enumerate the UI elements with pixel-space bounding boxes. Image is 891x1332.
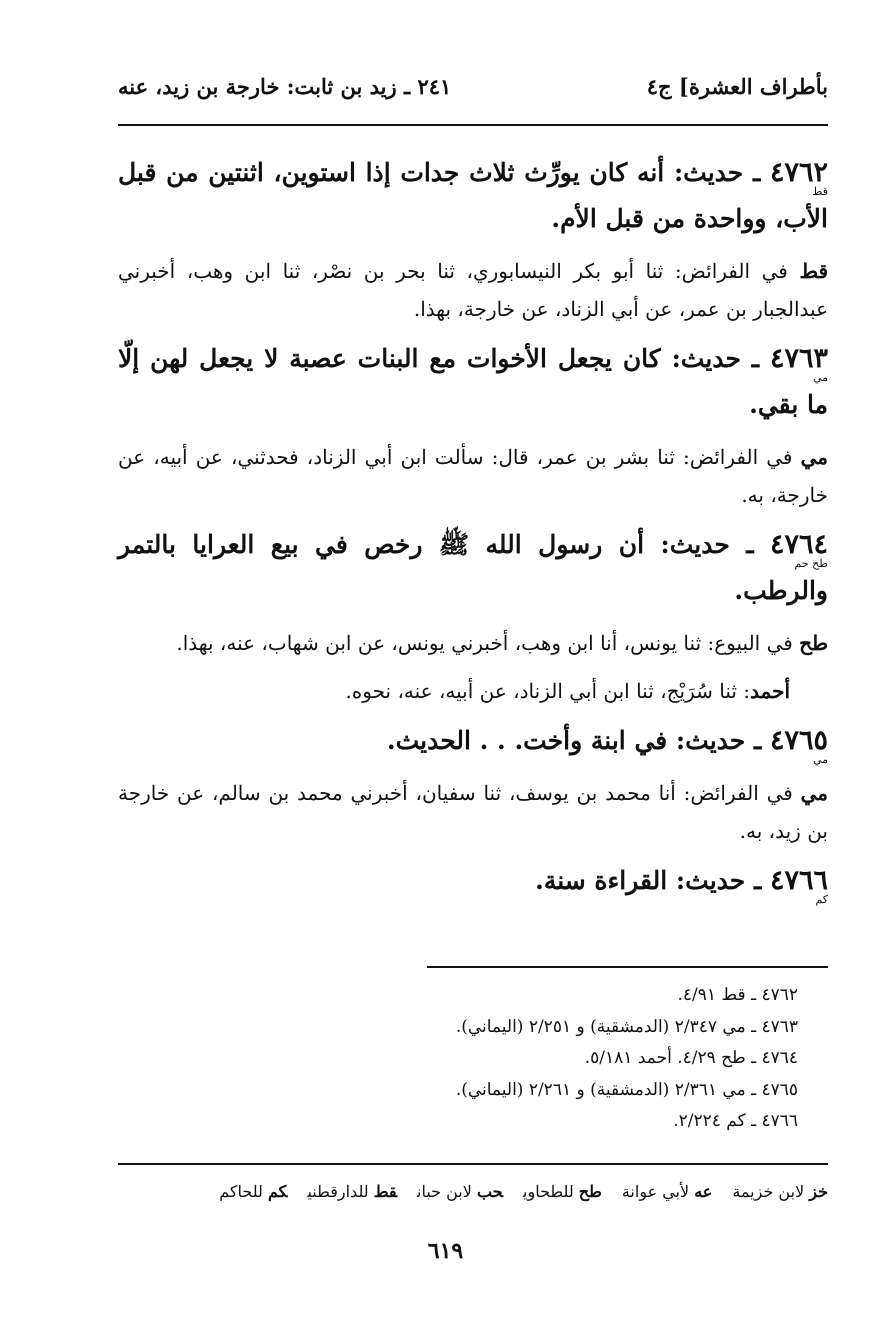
abbreviation-item xyxy=(417,1182,503,1201)
hadith-headline xyxy=(118,336,828,428)
abbreviation-rule xyxy=(118,1163,828,1165)
hadith-text: ـ حديث: القراءة سنة. xyxy=(535,866,770,895)
abbreviation-item xyxy=(523,1182,602,1201)
footnote-line: ٤٧٦٣ ـ مي ٢/٣٤٧ (الدمشقية) و ٢/٢٥١ (اليماني). xyxy=(455,1016,798,1037)
isnad-source: طح xyxy=(799,631,828,655)
source-siglum: كم xyxy=(815,893,828,906)
abbreviation-code: قط xyxy=(373,1182,397,1201)
source-siglum: مي xyxy=(812,753,828,766)
isnad-source: قط xyxy=(799,259,828,283)
abbreviation-code: عه xyxy=(694,1182,713,1201)
hadith-number: ٤٧٦٤ xyxy=(769,529,828,560)
footnote-line: ٤٧٦٥ ـ مي ٢/٣٦١ (الدمشقية) و ٢/٢٦١ (اليماني). xyxy=(455,1079,798,1100)
abbreviation-name: لأبي عوانة xyxy=(621,1182,695,1201)
hadith-entry xyxy=(118,150,828,328)
hadith-number: ٤٧٦٢ xyxy=(769,157,828,188)
abbreviation-code: طح xyxy=(578,1182,602,1201)
abbreviation-item xyxy=(307,1182,397,1201)
hadith-entry xyxy=(118,858,828,904)
isnad-source: مي xyxy=(800,781,828,805)
abbreviation-name: للدارقطني xyxy=(307,1182,374,1201)
hadith-entry xyxy=(118,522,828,710)
hadith-number: ٤٧٦٦ xyxy=(769,865,828,896)
hadith-text: ـ حديث: أن رسول الله ﷺ رخص في بيع العرايا بالتمر والرطب. xyxy=(118,530,828,605)
hadith-headline xyxy=(118,718,828,764)
footnote-rule xyxy=(427,966,828,968)
header-rule xyxy=(118,124,828,126)
isnad-source: أحمد xyxy=(750,679,790,703)
hadith-entry xyxy=(118,336,828,514)
abbreviation-item xyxy=(622,1182,713,1201)
abbreviation-name: لابن خزيمة xyxy=(732,1182,810,1201)
hadith-text: ـ حديث: أنه كان يورِّث ثلاث جدات إذا استوين، اثنتين من قبل الأب، وواحدة من قبل الأم. xyxy=(118,158,828,233)
isnad-text: في الفرائض: ثنا أبو بكر النيسابوري، ثنا بحر بن نصْر، ثنا ابن وهب، أخبرني عبدالجبار بن عمر، عن أبي الزناد، عن خارجة، بهذا. xyxy=(118,259,828,321)
header-chapter-title: ٢٤١ ـ زيد بن ثابت: خارجة بن زيد، عنه xyxy=(118,74,452,99)
isnad-paragraph xyxy=(118,624,828,662)
hadith-number: ٤٧٦٣ xyxy=(769,343,828,374)
abbreviation-code: كم xyxy=(267,1182,288,1201)
source-siglum: مي xyxy=(812,371,828,384)
header-book-title: بأطراف العشرة] ج٤ xyxy=(646,74,828,99)
abbreviation-item xyxy=(219,1182,287,1201)
main-text xyxy=(118,150,828,904)
abbreviation-name: للطحاوي xyxy=(523,1182,579,1201)
page-number: ٦١٩ xyxy=(427,1238,464,1264)
footnote-line: ٤٧٦٦ ـ كم ٢/٢٢٤. xyxy=(673,1111,798,1131)
source-siglum: طح حم xyxy=(794,557,828,570)
hadith-entry xyxy=(118,718,828,850)
running-header xyxy=(118,74,828,110)
abbreviation-code: خز xyxy=(809,1182,828,1201)
abbreviation-key xyxy=(118,1182,828,1201)
abbreviation-name: لابن حبان xyxy=(416,1182,477,1201)
hadith-headline xyxy=(118,858,828,904)
hadith-headline xyxy=(118,150,828,242)
hadith-text: ـ حديث: كان يجعل الأخوات مع البنات عصبة لا يجعل لهن إلّا ما بقي. xyxy=(118,344,828,419)
isnad-paragraph xyxy=(118,252,828,328)
abbreviation-item xyxy=(732,1182,828,1201)
footnote-line: ٤٧٦٤ ـ طح ٤/٢٩. أحمد ٥/١٨١. xyxy=(584,1048,798,1068)
hadith-number: ٤٧٦٥ xyxy=(769,725,828,756)
footnotes xyxy=(118,980,828,1138)
abbreviation-name: للحاكم xyxy=(219,1182,268,1201)
source-siglum: قط xyxy=(812,185,828,198)
isnad-text: : ثنا سُرَيْج، ثنا ابن أبي الزناد، عن أبيه، عنه، نحوه. xyxy=(345,679,751,703)
footnote-line: ٤٧٦٢ ـ قط ٤/٩١. xyxy=(677,985,798,1005)
isnad-text: في الفرائض: ثنا بشر بن عمر، قال: سألت ابن أبي الزناد، فحدثني، عن أبيه، عن خارجة، به. xyxy=(118,445,828,507)
isnad-text: في البيوع: ثنا يونس، أنا ابن وهب، أخبرني يونس، عن ابن شهاب، عنه، بهذا. xyxy=(176,631,800,655)
hadith-headline xyxy=(118,522,828,614)
isnad-paragraph xyxy=(118,774,828,850)
abbreviation-code: حب xyxy=(476,1182,504,1201)
isnad-text: في الفرائض: أنا محمد بن يوسف، ثنا سفيان، أخبرني محمد بن سالم، عن خارجة بن زيد، به. xyxy=(118,781,828,843)
hadith-text: ـ حديث: في ابنة وأخت. . . الحديث. xyxy=(386,726,770,755)
isnad-source: مي xyxy=(800,445,828,469)
isnad-paragraph xyxy=(118,672,828,710)
isnad-paragraph xyxy=(118,438,828,514)
